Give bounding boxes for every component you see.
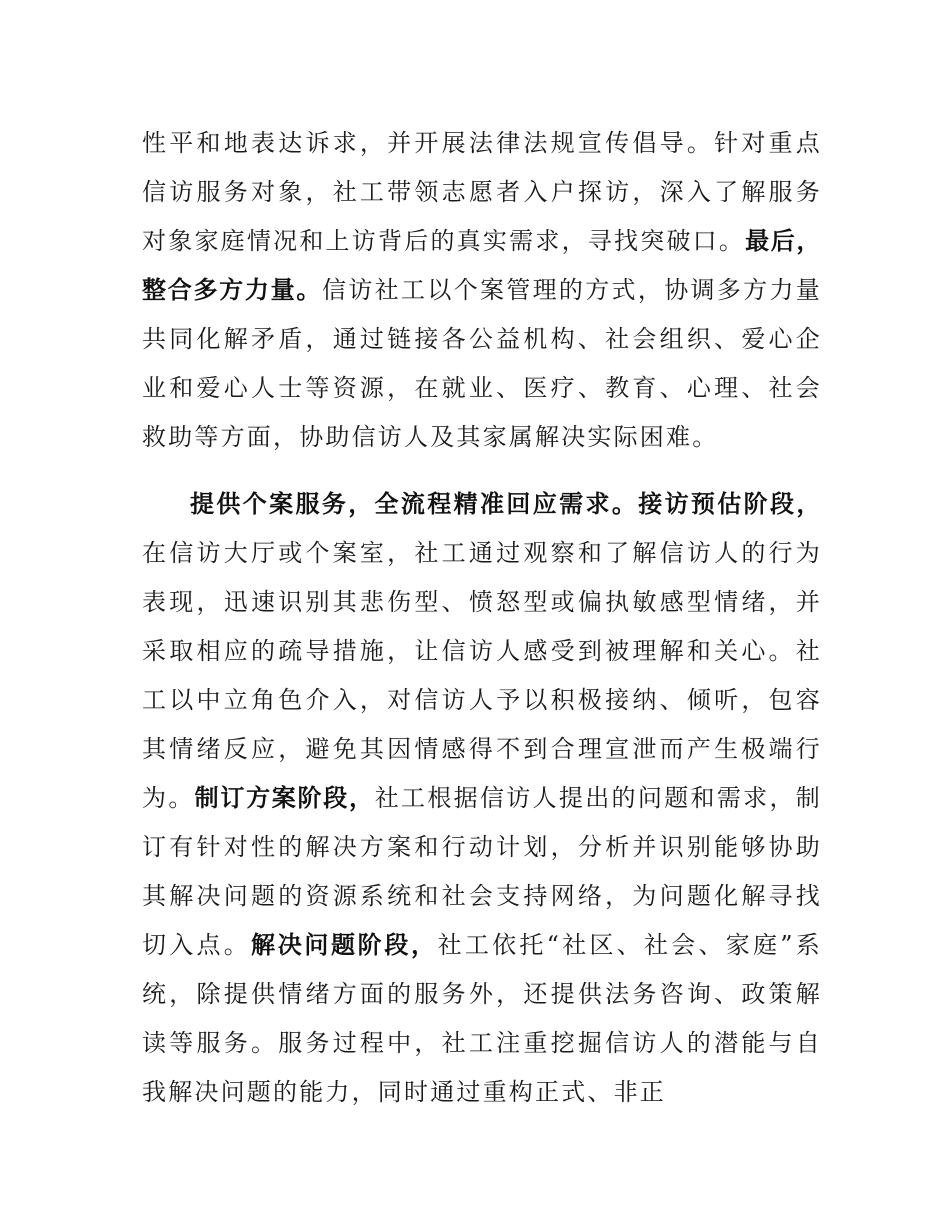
paragraph-1-text-1: 性平和地表达诉求，并开展法律法规宣传倡导。针对重点信访服务对象，社工带领志愿者入户探访，深入了解服务对象家庭情况和上访背后的真实需求，寻找突破口。 <box>142 129 822 255</box>
paragraph-2-bold-heading-1: 提供个案服务，全流程精准回应需求。接访预估阶段， <box>190 490 822 518</box>
paragraph-1-text-2: 信访社工以个案管理的方式，协调多方力量共同化解矛盾，通过链接各公益机构、社会组织、爱心企业和爱心人士等资源，在就业、医疗、教育、心理、社会救助等方面，协助信访人及其家属解决实际困难。 <box>142 276 822 451</box>
paragraph-2-text-1: 在信访大厅或个案室，社工通过观察和了解信访人的行为表现，迅速识别其悲伤型、愤怒型或偏执敏感型情绪，并采取相应的疏导措施，让信访人感受到被理解和关心。社工以中立角色介入，对信访人予以积极接纳、倾听，包容其情绪反应，避免其因情感得不到合理宣泄而产生极端行为。 <box>142 539 822 812</box>
paragraph-2-text-2: 社工根据信访人提出的问题和需求，制订有针对性的解决方案和行动计划，分析并识别能够协助其解决问题的资源系统和社会支持网络，为问题化解寻找切入点。 <box>142 784 822 959</box>
paragraph-1-bold-heading: 最后，整合多方力量。 <box>142 227 822 304</box>
paragraph-case-service <box>142 480 822 1117</box>
paragraph-2-bold-heading-3: 解决问题阶段， <box>251 931 438 959</box>
paragraph-2-bold-heading-2: 制订方案阶段， <box>194 784 375 812</box>
paragraph-2-text-3: 社工依托“社区、社会、家庭”系统，除提供情绪方面的服务外，还提供法务咨询、政策解读等服务。服务过程中，社工注重挖掘信访人的潜能与自我解决问题的能力，同时通过重构正式、非正 <box>142 931 822 1106</box>
paragraph-integrate-resources <box>142 119 822 462</box>
